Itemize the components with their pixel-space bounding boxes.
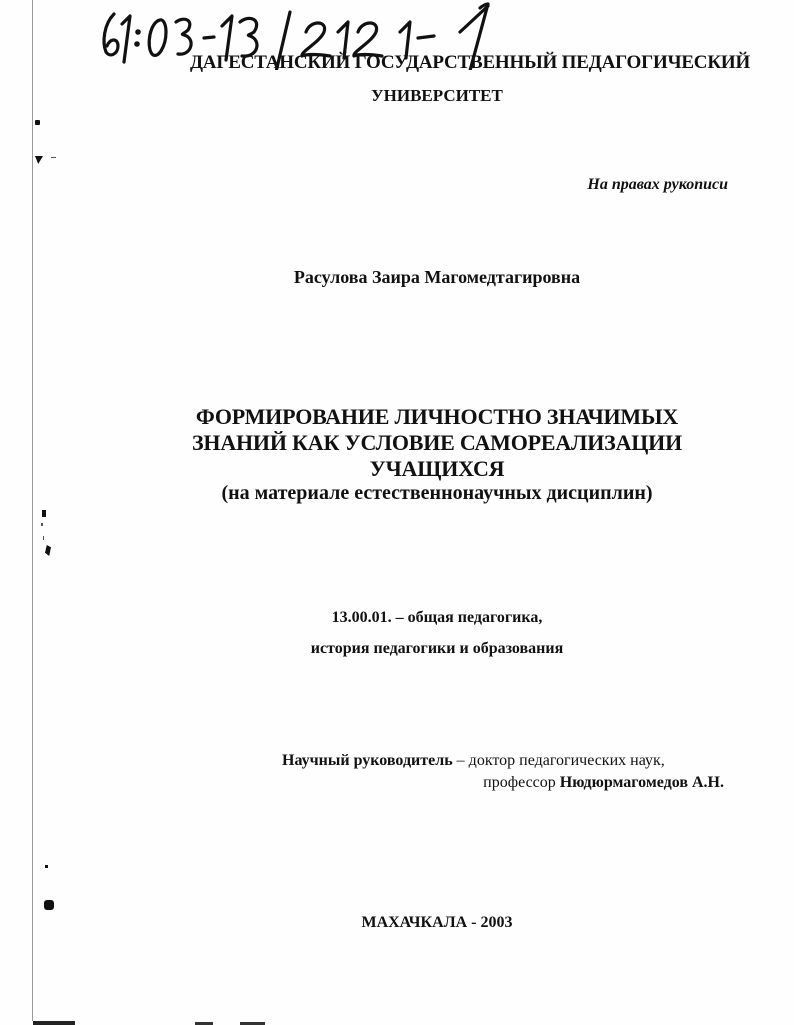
manuscript-note: На правах рукописи xyxy=(587,176,728,193)
scan-speck xyxy=(45,865,48,868)
supervisor-degree: доктор педагогических наук, xyxy=(468,752,665,769)
thesis-title-line-3: УЧАЩИХСЯ xyxy=(369,456,505,481)
specialty-code-line-1: 13.00.01. – общая педагогика, xyxy=(331,609,543,626)
supervisor-line-2 xyxy=(483,774,724,792)
author-name: Расулова Заира Магомедтагировна xyxy=(293,267,581,287)
scan-speck xyxy=(41,523,43,526)
scan-speck xyxy=(51,157,56,158)
scan-speck xyxy=(45,545,51,556)
specialty-code-line-2: история педагогики и образования xyxy=(310,640,564,657)
thesis-title-line-1: ФОРМИРОВАНИЕ ЛИЧНОСТНО ЗНАЧИМЫХ xyxy=(195,404,679,429)
scan-speck xyxy=(44,900,54,910)
scan-margin-line xyxy=(32,0,33,1021)
supervisor-name: Нюдюрмагомедов А.Н. xyxy=(559,774,724,791)
supervisor-rank: профессор xyxy=(483,774,560,791)
supervisor-label: Научный руководитель xyxy=(282,752,453,769)
thesis-subtitle: (на материале естественнонаучных дисциплин) xyxy=(221,482,653,504)
thesis-title-line-2: ЗНАНИЙ КАК УСЛОВИЕ САМОРЕАЛИЗАЦИИ xyxy=(192,430,682,455)
scan-speck xyxy=(35,120,40,125)
scan-speck xyxy=(43,536,44,540)
scan-speck xyxy=(42,510,46,517)
supervisor-line-1 xyxy=(282,752,665,770)
university-name-line-1: ДАГЕСТАНСКИЙ ГОСУДАРСТВЕННЫЙ ПЕДАГОГИЧЕСКИЙ xyxy=(189,52,751,73)
scan-bottom-edge xyxy=(33,1021,75,1025)
university-name-line-2: УНИВЕРСИТЕТ xyxy=(371,86,503,105)
supervisor-dash: – xyxy=(452,752,469,769)
city-year: МАХАЧКАЛА - 2003 xyxy=(361,914,513,931)
scan-speck xyxy=(35,156,43,164)
